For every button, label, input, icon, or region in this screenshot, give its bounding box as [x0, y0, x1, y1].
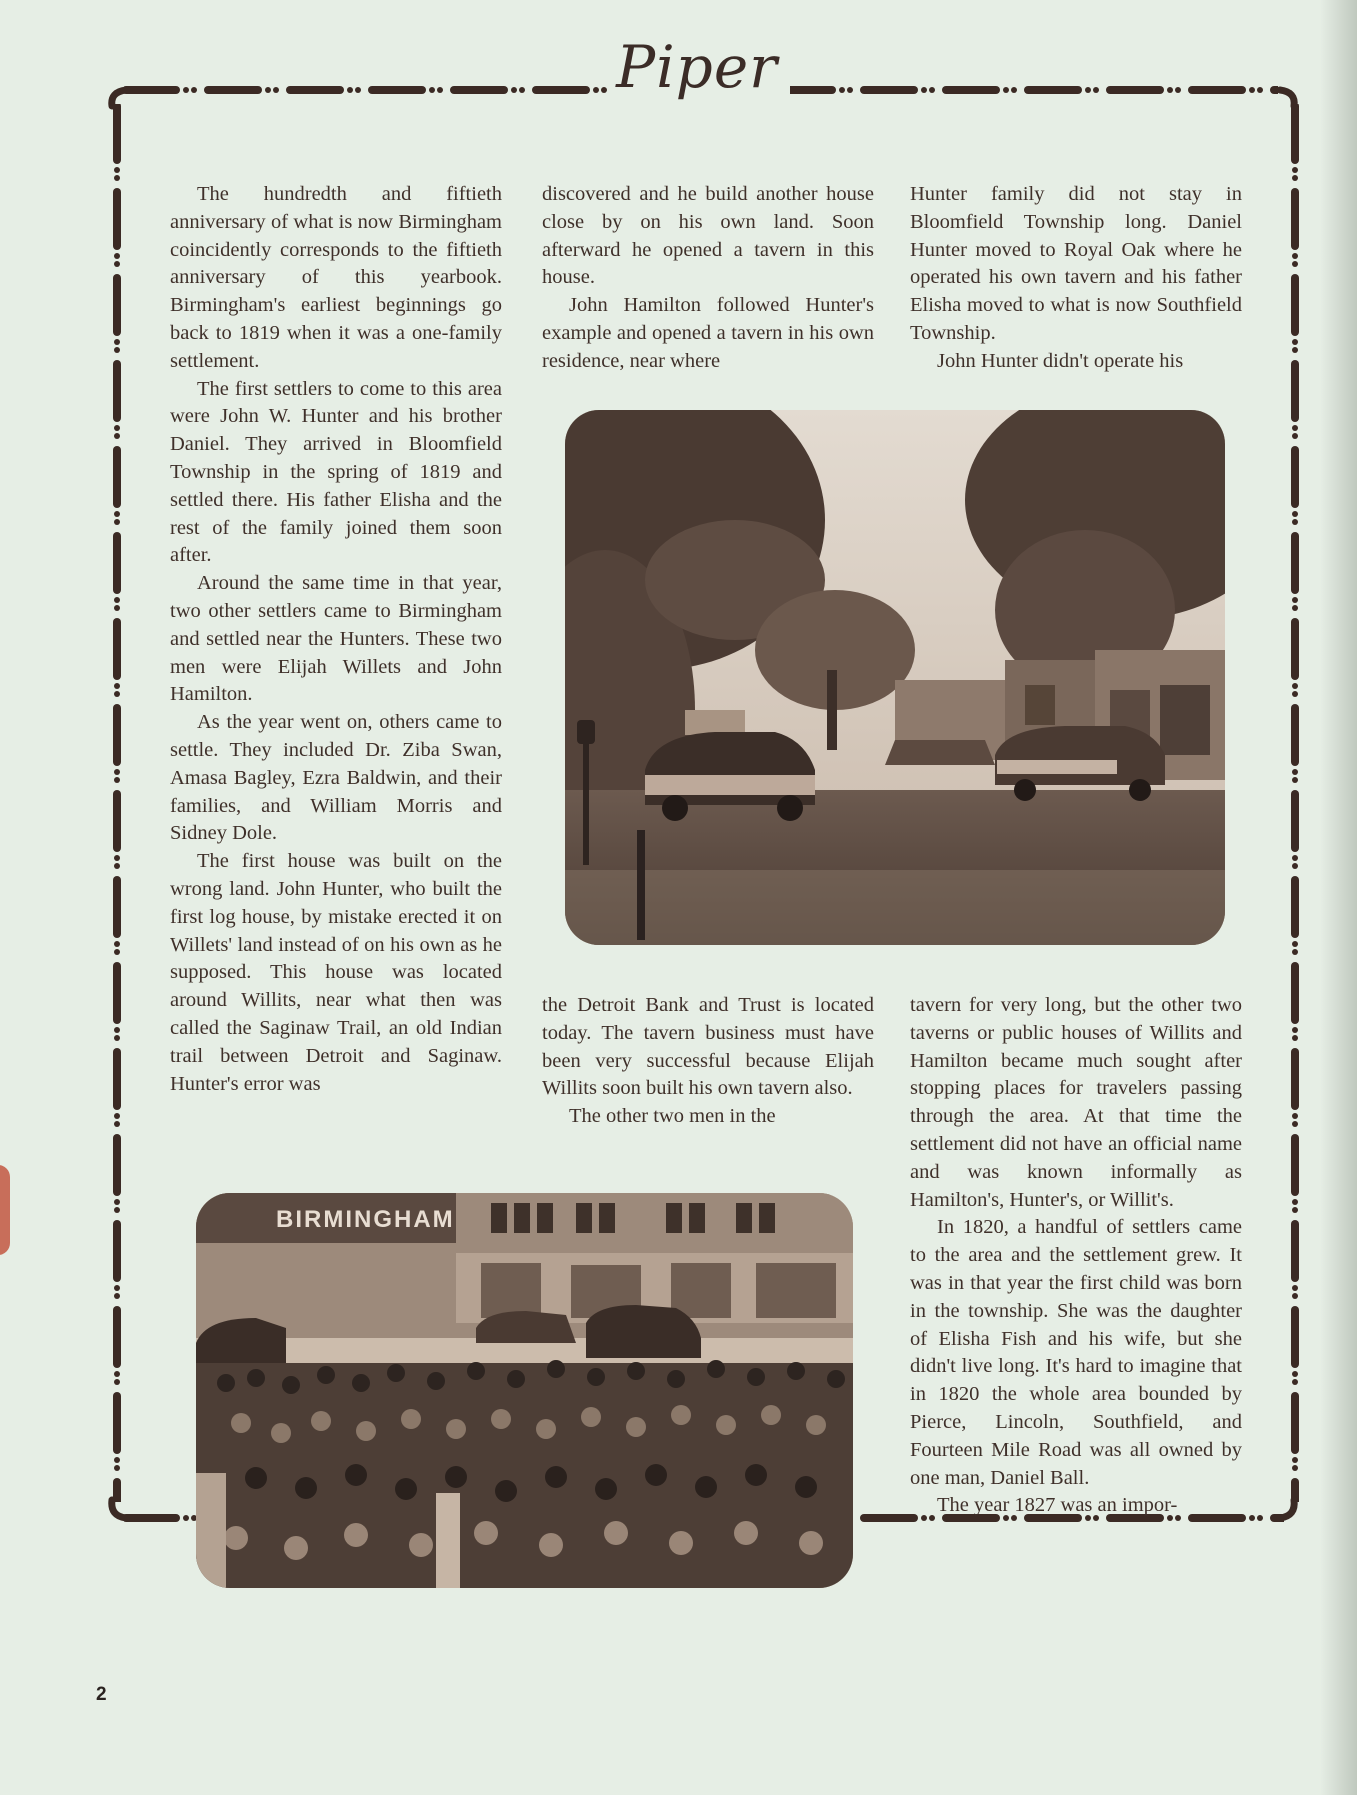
crowd-photo [196, 1193, 853, 1588]
paragraph: the Detroit Bank and Trust is located today. The tavern business must have been very successful because Elijah Willits soon built his own tavern also. [542, 994, 874, 1100]
paragraph: The year 1827 was an impor- [937, 1494, 1178, 1517]
paragraph: As the year went on, others came to settle. They included Dr. Ziba Swan, Amasa Bagley, Ezra Baldwin, and their families, and William Morris and Sidney Dole. [170, 711, 502, 845]
column-3-top [910, 181, 1242, 376]
theater-marquee-text: BIRMINGHAM [276, 1206, 455, 1233]
paragraph: tavern for very long, but the other two taverns or public houses of Willits and Hamilton became much sought after stopping places for travelers passing through the area. At that time the settlement did not have an official name and was known informally as Hamilton's, Hunter's, or Willit's. [910, 994, 1242, 1211]
crowd-photo-image [196, 1193, 853, 1588]
paragraph: discovered and he build another house close by on his own land. Soon afterward he opened a tavern in this house. [542, 183, 874, 289]
paragraph: John Hamilton followed Hunter's example and opened a tavern in his own residence, near where [542, 294, 874, 372]
paragraph: The first house was built on the wrong land. John Hunter, who built the first log house, by mistake erected it on Willets' land instead of on his own as he supposed. This house was located around Willits, near what then was called the Saginaw Trail, an old Indian trail between Detroit and Saginaw. Hunter's error was [170, 850, 502, 1095]
column-1 [170, 181, 502, 1098]
street-photo-image [565, 410, 1225, 945]
paragraph: The first settlers to come to this area were John W. Hunter and his brother Daniel. They arrived in Bloomfield Township in the spring of 1819 and settled there. His father Elisha and the rest of the family joined them soon after. [170, 377, 502, 567]
paragraph: Hunter family did not stay in Bloomfield Township long. Daniel Hunter moved to Royal Oak where he operated his own tavern and his father Elisha moved to what is now Southfield Township. [910, 183, 1242, 344]
paragraph: John Hunter didn't operate his [937, 349, 1184, 372]
column-3-bottom [910, 992, 1242, 1520]
page-number: 2 [96, 1684, 107, 1705]
masthead-title: Piper [616, 33, 778, 101]
paragraph: The other two men in the [569, 1105, 776, 1128]
street-photo [565, 410, 1225, 945]
paragraph: Around the same time in that year, two other settlers came to Birmingham and settled near the Hunters. These two men were Elijah Willets and John Hamilton. [170, 572, 502, 706]
paragraph: In 1820, a handful of settlers came to the area and the settlement grew. It was in that year the first child was born in the township. She was the daughter of Elisha Fish and his wife, but she didn't live long. It's hard to imagine that in 1820 the whole area bounded by Pierce, Lincoln, Southfield, and Fourteen Mile Road was all owned by one man, Daniel Ball. [910, 1216, 1242, 1489]
paragraph: The hundredth and fiftieth anniversary of what is now Birmingham coincidently corresponds to the fiftieth anniversary of this yearbook. Birmingham's earliest beginnings go back to 1819 when it was a one-family settlement. [170, 183, 502, 372]
thumb-edge [0, 1165, 10, 1255]
column-2-bottom [542, 992, 874, 1131]
column-2-top [542, 181, 874, 376]
page-edge-shadow [1320, 0, 1357, 1795]
